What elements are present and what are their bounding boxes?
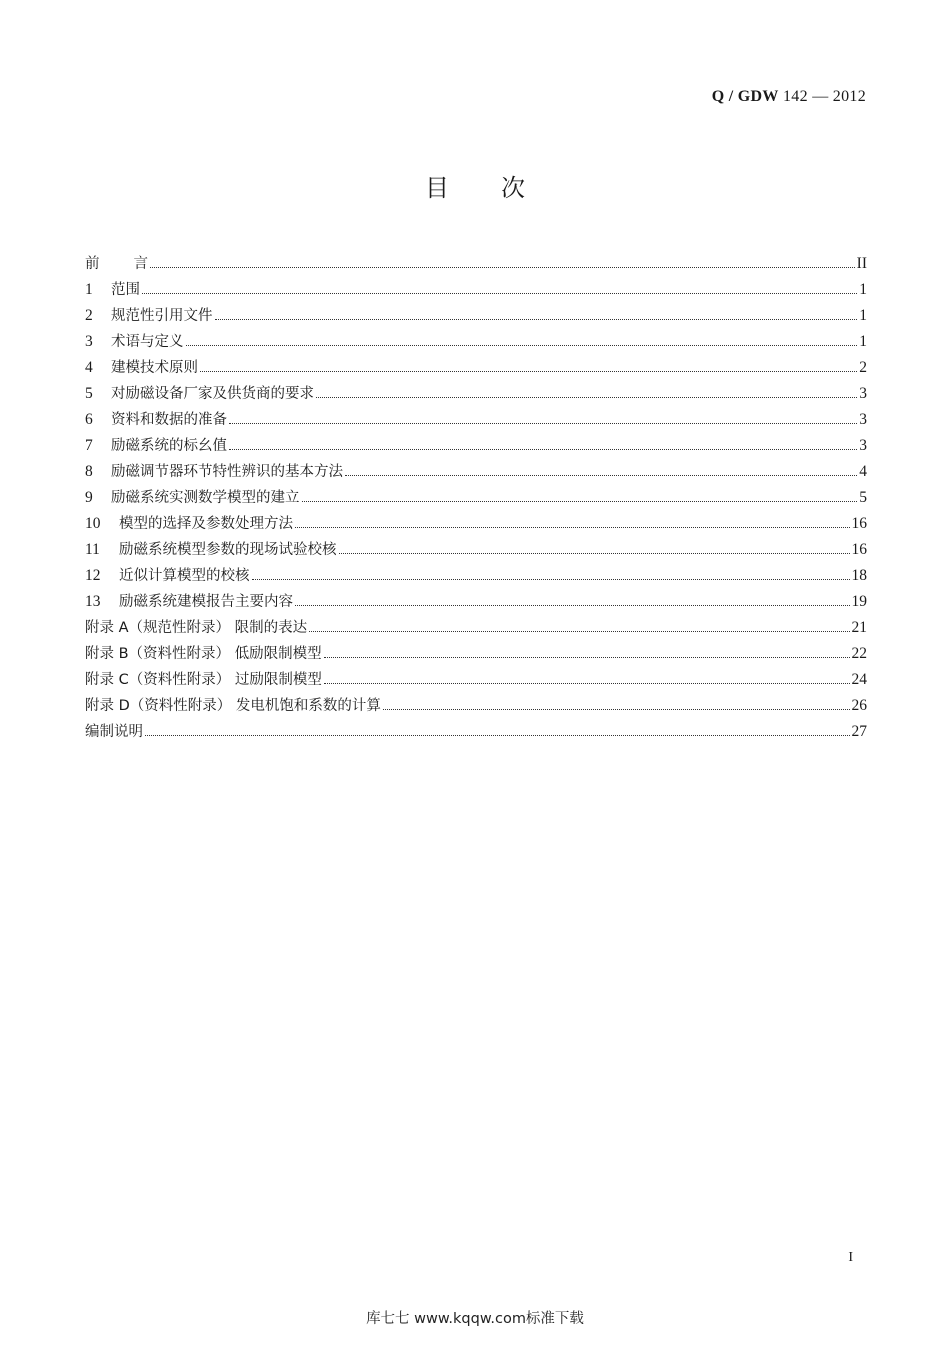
toc-entry-page: 3 — [859, 385, 867, 402]
toc-dot-leader — [142, 292, 857, 294]
toc-dot-leader — [295, 526, 850, 528]
toc-entry-page: 5 — [859, 489, 867, 506]
page-title: 目次 — [425, 174, 577, 202]
toc-entry[interactable] — [85, 589, 867, 615]
toc-entry[interactable] — [85, 693, 867, 719]
toc-entry[interactable] — [85, 433, 867, 459]
toc-dot-leader — [229, 422, 857, 424]
toc-entry[interactable] — [85, 459, 867, 485]
toc-entry-page: 24 — [851, 671, 867, 688]
toc-entry[interactable] — [85, 251, 867, 277]
toc-entry[interactable] — [85, 537, 867, 563]
toc-entry-page: 16 — [851, 541, 867, 558]
toc-entry-page: 19 — [851, 593, 867, 610]
toc-entry[interactable] — [85, 277, 867, 303]
toc-entry-number: 12 — [85, 567, 101, 584]
toc-entry-page: 3 — [859, 437, 867, 454]
toc-entry[interactable] — [85, 615, 867, 641]
toc-entry-label: 励磁系统的标幺值 — [111, 438, 227, 454]
toc-entry-label: 近似计算模型的校核 — [119, 568, 250, 584]
toc-entry-label: 资料和数据的准备 — [111, 412, 227, 428]
toc-dot-leader — [215, 318, 858, 320]
toc-entry-label: 模型的选择及参数处理方法 — [119, 516, 293, 532]
toc-dot-leader — [145, 734, 850, 736]
toc-dot-leader — [324, 682, 850, 684]
toc-dot-leader — [345, 474, 857, 476]
toc-dot-leader — [309, 630, 849, 632]
toc-entry-label: 范围 — [111, 282, 140, 298]
page-number: I — [848, 1250, 853, 1265]
toc-entry-label: 励磁调节器环节特性辨识的基本方法 — [111, 464, 343, 480]
toc-entry-label: 附录 D（资料性附录） 发电机饱和系数的计算 — [85, 698, 381, 714]
toc-entry-page: II — [856, 255, 867, 272]
toc-entry-page: 4 — [859, 463, 867, 480]
toc-entry-number: 2 — [85, 307, 93, 324]
toc-entry-page: 16 — [851, 515, 867, 532]
toc-entry-label: 前言 — [85, 256, 148, 272]
toc-entry[interactable] — [85, 641, 867, 667]
toc-entry-label: 对励磁设备厂家及供货商的要求 — [111, 386, 314, 402]
toc-entry-number: 6 — [85, 411, 93, 428]
toc-entry-number: 13 — [85, 593, 101, 610]
standard-number: 142 — 2012 — [783, 88, 866, 105]
table-of-contents — [85, 251, 867, 745]
toc-dot-leader — [229, 448, 857, 450]
toc-entry-page: 26 — [851, 697, 867, 714]
toc-entry-label: 附录 C（资料性附录） 过励限制模型 — [85, 672, 322, 688]
toc-entry-number: 10 — [85, 515, 101, 532]
standard-code — [712, 88, 866, 106]
toc-dot-leader — [295, 604, 850, 606]
toc-entry-page: 1 — [859, 307, 867, 324]
toc-entry-label: 附录 A（规范性附录） 限制的表达 — [85, 620, 308, 636]
toc-entry-label: 术语与定义 — [111, 334, 184, 350]
toc-entry-number: 7 — [85, 437, 93, 454]
toc-entry-number: 8 — [85, 463, 93, 480]
toc-entry-page: 2 — [859, 359, 867, 376]
toc-dot-leader — [316, 396, 857, 398]
toc-entry-page: 18 — [851, 567, 867, 584]
toc-entry[interactable] — [85, 407, 867, 433]
toc-entry-page: 27 — [851, 723, 867, 740]
toc-dot-leader — [150, 266, 855, 268]
toc-entry-page: 22 — [851, 645, 867, 662]
toc-entry-number: 1 — [85, 281, 93, 298]
toc-entry-number: 5 — [85, 385, 93, 402]
toc-entry[interactable] — [85, 563, 867, 589]
toc-entry-page: 1 — [859, 281, 867, 298]
toc-entry-label: 励磁系统实测数学模型的建立 — [111, 490, 300, 506]
toc-entry[interactable] — [85, 511, 867, 537]
toc-dot-leader — [252, 578, 850, 580]
toc-entry[interactable] — [85, 719, 867, 745]
toc-dot-leader — [339, 552, 850, 554]
toc-entry[interactable] — [85, 355, 867, 381]
toc-entry[interactable] — [85, 329, 867, 355]
standard-prefix: Q / GDW — [711, 88, 779, 105]
toc-dot-leader — [186, 344, 858, 346]
toc-entry-number: 9 — [85, 489, 93, 506]
toc-entry-label: 励磁系统模型参数的现场试验校核 — [119, 542, 337, 558]
toc-dot-leader — [302, 500, 858, 502]
footer-watermark: 库七七 www.kqqw.com标准下载 — [366, 1311, 584, 1327]
toc-entry-page: 3 — [859, 411, 867, 428]
toc-entry[interactable] — [85, 485, 867, 511]
toc-entry-number: 3 — [85, 333, 93, 350]
toc-entry-number: 11 — [85, 541, 100, 558]
toc-entry-number: 4 — [85, 359, 93, 376]
toc-entry-page: 21 — [851, 619, 867, 636]
toc-entry[interactable] — [85, 381, 867, 407]
toc-dot-leader — [200, 370, 857, 372]
toc-entry-label: 建模技术原则 — [111, 360, 198, 376]
toc-entry-label: 附录 B（资料性附录） 低励限制模型 — [85, 646, 322, 662]
toc-entry-label: 编制说明 — [85, 724, 143, 740]
toc-dot-leader — [324, 656, 850, 658]
toc-entry[interactable] — [85, 303, 867, 329]
toc-entry[interactable] — [85, 667, 867, 693]
toc-entry-page: 1 — [859, 333, 867, 350]
toc-entry-label: 规范性引用文件 — [111, 308, 213, 324]
toc-dot-leader — [383, 708, 850, 710]
toc-entry-label: 励磁系统建模报告主要内容 — [119, 594, 293, 610]
